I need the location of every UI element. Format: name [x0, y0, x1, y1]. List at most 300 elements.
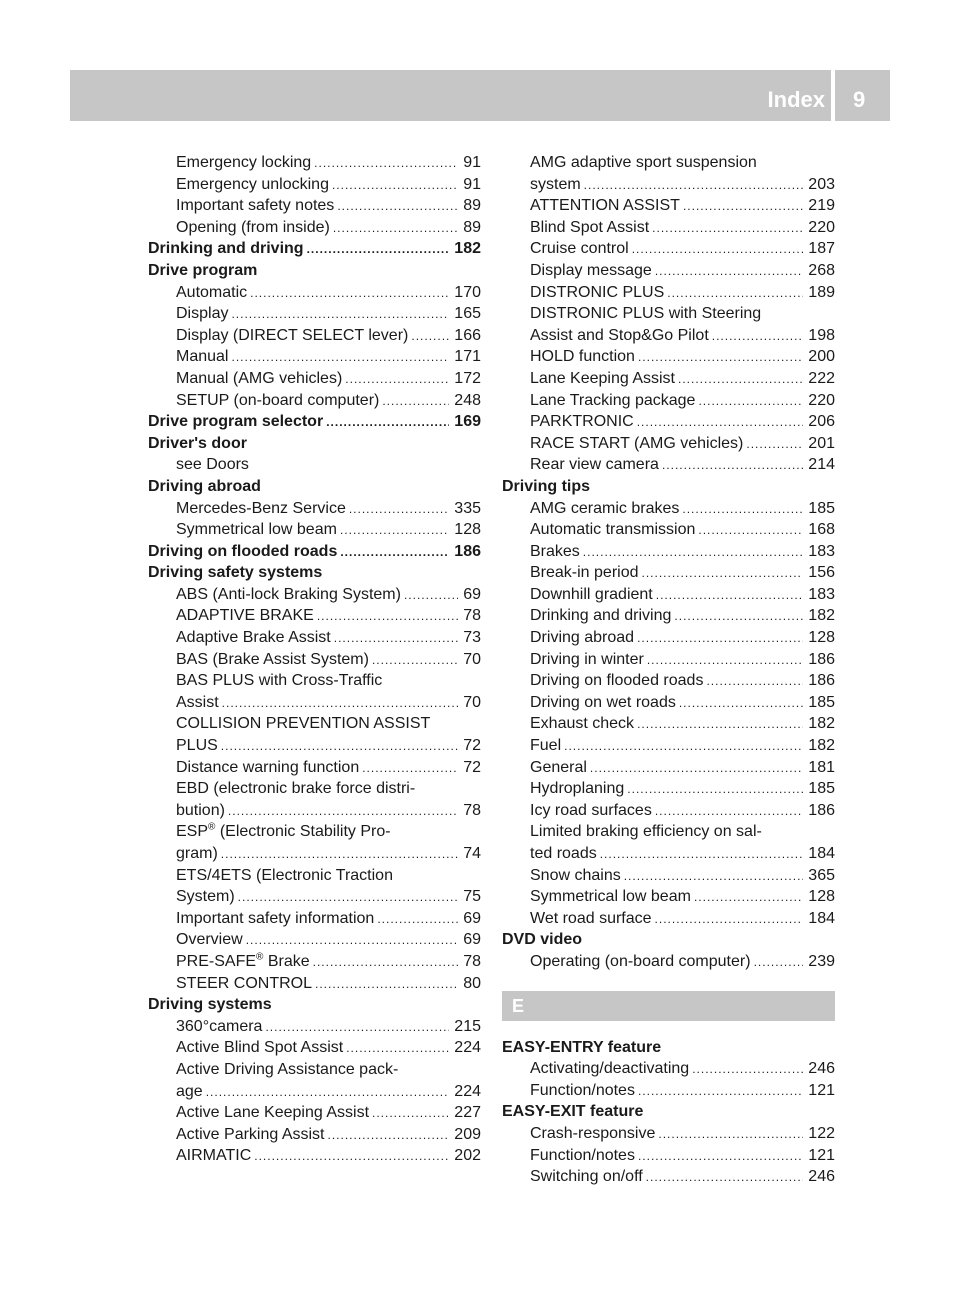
dot-leader [326, 412, 449, 434]
page-reference: 72 [463, 758, 481, 776]
index-sub-entry [502, 1123, 835, 1145]
page-reference: 72 [463, 737, 481, 755]
page-reference: 156 [808, 564, 835, 582]
entry-text: ted roads [530, 845, 597, 862]
page-reference: 128 [808, 629, 835, 647]
dot-leader [583, 542, 804, 564]
index-sub-entry [502, 800, 835, 822]
dot-leader [314, 153, 458, 175]
dot-leader [754, 952, 804, 974]
dot-leader [694, 887, 803, 909]
index-sub-entry [502, 886, 835, 908]
dot-leader [333, 218, 458, 240]
dot-leader [340, 520, 449, 542]
dot-leader [590, 758, 803, 780]
page-reference: 246 [808, 1168, 835, 1186]
index-sub-entry [148, 1102, 481, 1124]
entry-text: Switching on/off [530, 1168, 643, 1186]
dot-leader [362, 758, 458, 780]
index-sub-entry [148, 454, 481, 476]
dot-leader [662, 455, 803, 477]
entry-text: Snow chains [530, 866, 621, 884]
page-reference: 184 [808, 845, 835, 862]
entry-text: Driving on flooded roads [148, 542, 338, 560]
index-sub-entry [502, 584, 835, 606]
index-sub-entry [148, 584, 481, 606]
page-reference: 75 [463, 888, 481, 906]
page-reference: 224 [454, 1039, 481, 1057]
index-sub-entry [502, 1166, 835, 1188]
entry-text: Hydroplaning [530, 780, 625, 798]
page-title: Index [767, 87, 825, 112]
dot-leader [637, 412, 804, 434]
dot-leader [404, 585, 458, 607]
dot-leader [332, 175, 458, 197]
entry-text: Lane Keeping Assist [530, 369, 675, 387]
page-reference: 181 [808, 758, 835, 776]
page-reference: 89 [463, 218, 481, 236]
dot-leader [655, 801, 803, 823]
index-sub-entry [148, 670, 481, 692]
entry-text: Emergency unlocking [176, 175, 329, 193]
entry-text: Symmetrical low beam [530, 888, 691, 906]
index-sub-entry [148, 174, 481, 196]
dot-leader [698, 520, 803, 542]
entry-text: 360°camera [176, 1017, 263, 1035]
page-reference: 170 [454, 283, 481, 301]
entry-text: Display (DIRECT SELECT lever) [176, 326, 409, 344]
entry-text: AMG ceramic brakes [530, 499, 680, 517]
index-sub-entry [502, 541, 835, 563]
entry-text: Active Blind Spot Assist [176, 1039, 344, 1057]
dot-leader [646, 1167, 804, 1189]
entry-text: System) [176, 888, 235, 906]
entry-text: Active Parking Assist [176, 1125, 325, 1143]
dot-leader [334, 628, 458, 650]
index-sub-entry [148, 929, 481, 951]
dot-leader [647, 650, 803, 672]
entry-text: Icy road surfaces [530, 801, 652, 819]
dot-leader [655, 909, 804, 931]
entry-text: Fuel [530, 737, 562, 755]
entry-text: Operating (on-board computer) [530, 952, 751, 970]
dot-leader [584, 175, 804, 197]
entry-text: RACE START (AMG vehicles) [530, 434, 744, 452]
index-sub-entry [502, 411, 835, 433]
dot-leader [231, 347, 449, 369]
page-reference: 168 [808, 521, 835, 539]
page-reference: 89 [463, 197, 481, 215]
index-sub-entry [148, 778, 481, 800]
index-sub-entry [148, 282, 481, 304]
entry-text: age [176, 1082, 203, 1100]
entry-text: Activating/deactivating [530, 1060, 690, 1078]
index-heading-entry [148, 994, 481, 1016]
index-sub-entry [502, 217, 835, 239]
entry-text: EASY-ENTRY feature [502, 1038, 662, 1056]
index-heading-entry [148, 260, 481, 282]
page-reference: 171 [454, 348, 481, 366]
page-reference: 69 [463, 909, 481, 927]
index-sub-entry [502, 390, 835, 412]
entry-text: AMG adaptive sport suspension [530, 154, 757, 171]
index-sub-entry [148, 973, 481, 995]
index-sub-entry [502, 325, 835, 347]
page-reference: 187 [808, 240, 835, 258]
index-sub-entry [148, 1081, 481, 1103]
entry-text: PARKTRONIC [530, 413, 634, 431]
entry-text: Driving on wet roads [530, 693, 676, 711]
index-sub-entry [502, 498, 835, 520]
entry-text: BAS PLUS with Cross-Traffic [176, 672, 383, 690]
entry-text: Drinking and driving [530, 607, 672, 625]
entry-text: PRE-SAFE® Brake [176, 951, 310, 970]
entry-text: Assist [176, 693, 219, 711]
index-heading-entry [148, 433, 481, 455]
dot-leader [346, 1038, 449, 1060]
dot-leader [206, 1082, 450, 1104]
index-sub-entry [502, 908, 835, 930]
page-reference: 184 [808, 909, 835, 927]
entry-text: Automatic [176, 283, 248, 301]
entry-text: Assist and Stop&Go Pilot [530, 326, 709, 344]
dot-leader [315, 974, 458, 996]
entry-text: Drive program [148, 261, 258, 279]
page-reference: 169 [454, 413, 481, 431]
dot-leader [712, 326, 804, 348]
index-sub-entry [502, 195, 835, 217]
index-sub-entry [148, 195, 481, 217]
index-sub-entry [148, 217, 481, 239]
entry-text: Cruise control [530, 240, 629, 258]
page-reference: 220 [808, 391, 835, 409]
index-sub-entry [502, 951, 835, 973]
index-sub-entry [502, 713, 835, 735]
index-sub-entry [502, 303, 835, 325]
index-sub-entry [502, 368, 835, 390]
entry-text: system [530, 175, 581, 193]
page-reference: 70 [463, 650, 481, 668]
dot-leader [600, 844, 804, 866]
entry-text: ADAPTIVE BRAKE [176, 607, 314, 625]
index-sub-entry [148, 951, 481, 973]
page-reference: 189 [808, 283, 835, 301]
page-reference: 219 [808, 197, 835, 215]
entry-text: Distance warning function [176, 758, 360, 776]
dot-leader [624, 866, 804, 888]
dot-leader [638, 1081, 803, 1103]
entry-text: SETUP (on-board computer) [176, 391, 380, 409]
page-reference: 224 [454, 1082, 481, 1100]
dot-leader [340, 542, 449, 564]
entry-text: Driving safety systems [148, 564, 323, 582]
index-heading-entry [502, 476, 835, 498]
entry-text: Driving in winter [530, 650, 644, 668]
entry-text: Adaptive Brake Assist [176, 629, 331, 647]
index-sub-entry [502, 433, 835, 455]
entry-text: Display message [530, 261, 652, 279]
dot-leader [655, 261, 803, 283]
page-reference: 80 [463, 974, 481, 992]
index-sub-entry [148, 821, 481, 843]
index-sub-entry [148, 692, 481, 714]
page-reference: 198 [808, 326, 835, 344]
index-sub-entry [148, 1124, 481, 1146]
entry-text: BAS (Brake Assist System) [176, 650, 369, 668]
dot-leader [658, 1124, 803, 1146]
dot-leader [221, 736, 458, 758]
entry-text: Active Lane Keeping Assist [176, 1104, 370, 1122]
entry-text: Crash-responsive [530, 1124, 656, 1142]
entry-text: HOLD function [530, 348, 635, 366]
index-sub-entry [148, 152, 481, 174]
index-heading-entry [502, 929, 835, 951]
dot-leader [678, 369, 803, 391]
index-column-right [502, 152, 835, 1188]
dot-leader [349, 499, 449, 521]
entry-text: AIRMATIC [176, 1147, 252, 1165]
dot-leader [337, 196, 458, 218]
dot-leader [345, 369, 449, 391]
page-reference: 183 [808, 585, 835, 603]
dot-leader [746, 434, 803, 456]
entry-text: Exhaust check [530, 715, 635, 733]
entry-text: Lane Tracking package [530, 391, 696, 409]
dot-leader [627, 779, 803, 801]
page-reference: 182 [808, 607, 835, 625]
entry-text: Mercedes-Benz Service [176, 499, 346, 517]
entry-text: Break-in period [530, 564, 639, 582]
index-column-left [148, 152, 481, 1167]
dot-leader [377, 909, 458, 931]
dot-leader [564, 736, 803, 758]
page-reference: 203 [808, 175, 835, 193]
entry-text: Driving abroad [530, 629, 635, 647]
dot-leader [706, 671, 803, 693]
page-reference: 183 [808, 542, 835, 560]
page-reference: 186 [808, 650, 835, 668]
index-sub-entry [148, 800, 481, 822]
page-reference: 222 [808, 369, 835, 387]
page-reference: 215 [454, 1017, 481, 1035]
index-sub-entry [502, 152, 835, 174]
index-heading-entry [502, 1101, 835, 1123]
page-reference: 78 [463, 952, 481, 970]
index-heading-entry [148, 411, 481, 433]
page-reference: 206 [808, 413, 835, 431]
entry-text: Driving systems [148, 996, 272, 1014]
page-reference: 365 [808, 866, 835, 884]
page-reference: 73 [463, 629, 481, 647]
entry-text: DVD video [502, 931, 583, 949]
page-reference: 248 [454, 391, 481, 409]
index-sub-entry [148, 757, 481, 779]
index-sub-entry [502, 174, 835, 196]
dot-leader [372, 1103, 449, 1125]
entry-text: Symmetrical low beam [176, 521, 337, 539]
entry-text: STEER CONTROL [176, 974, 313, 992]
entry-text: Driver's door [148, 434, 247, 452]
index-sub-entry [502, 627, 835, 649]
page-reference: 69 [463, 585, 481, 603]
dot-leader [674, 606, 803, 628]
entry-text: Important safety notes [176, 197, 335, 215]
index-sub-entry [502, 865, 835, 887]
page-reference: 182 [454, 240, 481, 258]
page-reference: 214 [808, 456, 835, 474]
page-reference: 69 [463, 931, 481, 949]
header-divider [831, 70, 835, 121]
page-reference: 182 [808, 715, 835, 733]
index-sub-entry [502, 562, 835, 584]
dot-leader [682, 499, 803, 521]
dot-leader [656, 585, 804, 607]
dot-leader [632, 239, 804, 261]
dot-leader [692, 1059, 803, 1081]
index-sub-entry [148, 735, 481, 757]
entry-text: Drive program selector [148, 413, 324, 431]
index-sub-entry [148, 368, 481, 390]
page-reference: 128 [454, 521, 481, 539]
index-sub-entry [148, 908, 481, 930]
entry-text: ATTENTION ASSIST [530, 197, 680, 215]
index-sub-entry [502, 843, 835, 865]
dot-leader [667, 283, 803, 305]
entry-text: EASY-EXIT feature [502, 1103, 644, 1121]
page-reference: 128 [808, 888, 835, 906]
dot-leader [638, 347, 803, 369]
page-reference: 186 [454, 542, 481, 560]
page-reference: 268 [808, 261, 835, 279]
page-reference: 166 [454, 326, 481, 344]
index-heading-entry [148, 541, 481, 563]
index-sub-entry [148, 649, 481, 671]
entry-text: ESP® (Electronic Stability Pro- [176, 822, 391, 841]
dot-leader [231, 304, 449, 326]
dot-leader [652, 218, 803, 240]
page-reference: 185 [808, 780, 835, 798]
dot-leader [683, 196, 803, 218]
entry-text: ABS (Anti-lock Braking System) [176, 585, 401, 603]
entry-text: bution) [176, 801, 225, 819]
dot-leader [637, 714, 803, 736]
page-reference: 172 [454, 369, 481, 387]
dot-leader [238, 887, 459, 909]
page-reference: 335 [454, 499, 481, 517]
page-reference: 165 [454, 305, 481, 323]
page-reference: 122 [808, 1124, 835, 1142]
entry-text: Downhill gradient [530, 585, 653, 603]
entry-text: PLUS [176, 737, 218, 755]
entry-text: see Doors [176, 456, 249, 474]
index-sub-entry [502, 238, 835, 260]
index-sub-entry [502, 692, 835, 714]
page-reference: 209 [454, 1125, 481, 1143]
index-sub-entry [148, 865, 481, 887]
entry-text: Rear view camera [530, 456, 659, 474]
page-reference: 182 [808, 737, 835, 755]
index-sub-entry [502, 821, 835, 843]
entry-text: ETS/4ETS (Electronic Traction [176, 866, 393, 884]
dot-leader [307, 239, 450, 261]
index-heading-entry [148, 476, 481, 498]
dot-leader [228, 801, 458, 823]
entry-text: Wet road surface [530, 909, 652, 927]
page-reference: 91 [463, 154, 481, 171]
index-sub-entry [502, 735, 835, 757]
dot-leader [638, 1146, 803, 1168]
page-reference: 200 [808, 348, 835, 366]
entry-text: Display [176, 305, 229, 323]
entry-text: Important safety information [176, 909, 375, 927]
index-heading-entry [502, 1037, 835, 1059]
entry-text: Opening (from inside) [176, 218, 330, 236]
entry-text: General [530, 758, 587, 776]
entry-text: EBD (electronic brake force distri- [176, 780, 416, 798]
dot-leader [246, 930, 459, 952]
dot-leader [254, 1146, 449, 1168]
index-sub-entry [148, 605, 481, 627]
entry-text: Driving on flooded roads [530, 672, 704, 690]
index-sub-entry [502, 260, 835, 282]
page-number: 9 [853, 87, 866, 112]
index-sub-entry [502, 282, 835, 304]
page-reference: 185 [808, 499, 835, 517]
index-sub-entry [148, 498, 481, 520]
page-reference: 201 [808, 434, 835, 452]
dot-leader [317, 606, 458, 628]
index-sub-entry [148, 346, 481, 368]
entry-text: gram) [176, 845, 218, 862]
entry-text: Function/notes [530, 1146, 635, 1164]
dot-leader [328, 1125, 450, 1147]
entry-text: Drinking and driving [148, 240, 304, 258]
page-reference: 239 [808, 952, 835, 970]
index-sub-entry [502, 778, 835, 800]
entry-text: Limited braking efficiency on sal- [530, 823, 762, 841]
dot-leader [637, 628, 803, 650]
entry-text: Driving abroad [148, 477, 261, 495]
index-sub-entry [502, 670, 835, 692]
page-reference: 121 [808, 1146, 835, 1164]
page-reference: 78 [463, 801, 481, 819]
entry-text: Manual [176, 348, 229, 366]
index-sub-entry [502, 1080, 835, 1102]
dot-leader [698, 391, 803, 413]
entry-text: Function/notes [530, 1081, 635, 1099]
entry-text: Blind Spot Assist [530, 218, 650, 236]
dot-leader [372, 650, 458, 672]
index-sub-entry [148, 627, 481, 649]
index-sub-entry [148, 1037, 481, 1059]
index-heading-entry [148, 238, 481, 260]
index-sub-entry [148, 325, 481, 347]
page-reference: 70 [463, 693, 481, 711]
index-sub-entry [148, 713, 481, 735]
index-sub-entry [148, 390, 481, 412]
section-letter-heading: E [502, 991, 835, 1021]
entry-text: Manual (AMG vehicles) [176, 369, 343, 387]
page-reference: 91 [463, 175, 481, 193]
dot-leader [250, 283, 449, 305]
page-reference: 186 [808, 672, 835, 690]
page-reference: 78 [463, 607, 481, 625]
entry-text: Emergency locking [176, 154, 312, 171]
entry-text: DISTRONIC PLUS [530, 283, 665, 301]
index-sub-entry [502, 605, 835, 627]
index-heading-entry [148, 562, 481, 584]
index-sub-entry [502, 519, 835, 541]
